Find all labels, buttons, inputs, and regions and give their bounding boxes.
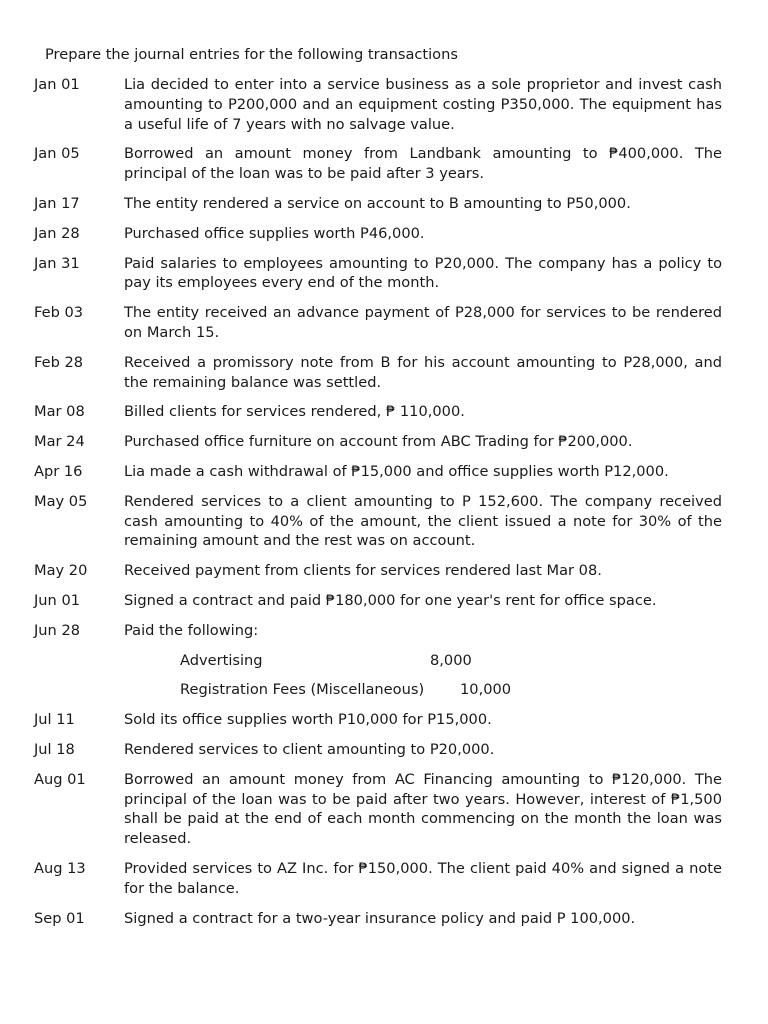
transaction-date: Sep 01 (34, 909, 85, 927)
transaction-date: Jun 01 (34, 591, 81, 609)
transaction-date: Aug 13 (34, 859, 86, 877)
transaction-date: Aug 01 (34, 770, 86, 788)
transaction-entry (34, 194, 722, 214)
transaction-description: Paid salaries to employees amounting to P20,000. The company has a policy to pay its employees every end of the month. (124, 254, 722, 292)
transaction-description: Signed a contract for a two-year insurance policy and paid P 100,000. (124, 909, 636, 927)
expense-name: Advertising (180, 651, 263, 669)
transaction-date: Jan 28 (34, 224, 80, 242)
transaction-entry (34, 432, 722, 452)
transaction-date: Feb 03 (34, 304, 84, 322)
transaction-entry (34, 462, 722, 482)
expense-amount: 8,000 (430, 651, 472, 669)
transaction-entry (34, 144, 722, 184)
transaction-entry (34, 591, 722, 611)
transaction-description: Rendered services to client amounting to P20,000. (124, 740, 495, 758)
transaction-description: Lia made a cash withdrawal of ₱15,000 and office supplies worth P12,000. (124, 462, 669, 480)
transaction-description: Lia decided to enter into a service business as a sole proprietor and invest cash amounting to P200,000 and an equipment costing P350,000. The equipment has a useful life of 7 years with no salvage value. (124, 76, 722, 133)
expense-amount: 10,000 (460, 681, 512, 699)
transaction-entry (34, 859, 722, 899)
instruction-heading: Prepare the journal entries for the following transactions (45, 46, 458, 63)
transaction-date: Apr 16 (34, 462, 83, 480)
transaction-date: Jul 11 (34, 711, 75, 729)
transaction-date: Mar 08 (34, 403, 85, 421)
transaction-entry (34, 254, 722, 294)
transaction-description: Sold its office supplies worth P10,000 for P15,000. (124, 711, 492, 729)
transaction-description: Purchased office supplies worth P46,000. (124, 224, 425, 242)
expense-line-item (34, 651, 722, 671)
transaction-entry (34, 909, 722, 929)
transaction-description: Received payment from clients for services rendered last Mar 08. (124, 562, 602, 580)
expense-line-item (34, 680, 722, 700)
transaction-date: Jan 17 (34, 194, 80, 212)
transaction-description: Provided services to AZ Inc. for ₱150,000. The client paid 40% and signed a note for the balance. (124, 859, 722, 897)
expense-name: Registration Fees (Miscellaneous) (180, 681, 425, 699)
transaction-description: The entity rendered a service on account to B amounting to P50,000. (124, 194, 631, 212)
transaction-entry (34, 770, 722, 849)
transaction-description: Purchased office furniture on account from ABC Trading for ₱200,000. (124, 433, 633, 451)
transaction-description: Paid the following: (124, 621, 259, 639)
transaction-date: Jan 01 (34, 76, 80, 93)
transaction-date: Jun 28 (34, 621, 81, 639)
transaction-entry (34, 75, 722, 134)
transaction-description: Rendered services to a client amounting to P 152,600. The company received cash amounting to 40% of the amount, the client issued a note for 30% of the remaining amount and the rest was on account. (124, 492, 722, 550)
transaction-date: Jul 18 (34, 740, 75, 758)
transaction-description: Borrowed an amount money from Landbank amounting to ₱400,000. The principal of the loan was to be paid after 3 years. (124, 145, 722, 183)
transaction-entry (34, 402, 722, 422)
transaction-description: Billed clients for services rendered, ₱ 110,000. (124, 403, 465, 421)
transaction-entry (34, 621, 722, 641)
transaction-date: Feb 28 (34, 353, 84, 371)
transaction-date: Jan 31 (34, 254, 80, 272)
transaction-description: Signed a contract and paid ₱180,000 for one year's rent for office space. (124, 591, 657, 609)
transaction-date: Jan 05 (34, 145, 80, 163)
transaction-date: May 05 (34, 492, 88, 510)
transaction-description: Received a promissory note from B for his account amounting to P28,000, and the remaining balance was settled. (124, 353, 722, 391)
transaction-list (34, 75, 722, 938)
transaction-entry (34, 492, 722, 551)
transaction-entry (34, 561, 722, 581)
transaction-entry (34, 740, 722, 760)
transaction-entry (34, 710, 722, 730)
transaction-entry (34, 353, 722, 393)
transaction-description: Borrowed an amount money from AC Financing amounting to ₱120,000. The principal of the loan was to be paid after two years. However, interest of ₱1,500 shall be paid at the end of each month commencing on the month the loan was released. (124, 770, 722, 848)
transaction-entry (34, 303, 722, 343)
transaction-date: Mar 24 (34, 433, 85, 451)
transaction-entry (34, 224, 722, 244)
transaction-date: May 20 (34, 562, 88, 580)
transaction-description: The entity received an advance payment of P28,000 for services to be rendered on March 15. (124, 304, 722, 341)
